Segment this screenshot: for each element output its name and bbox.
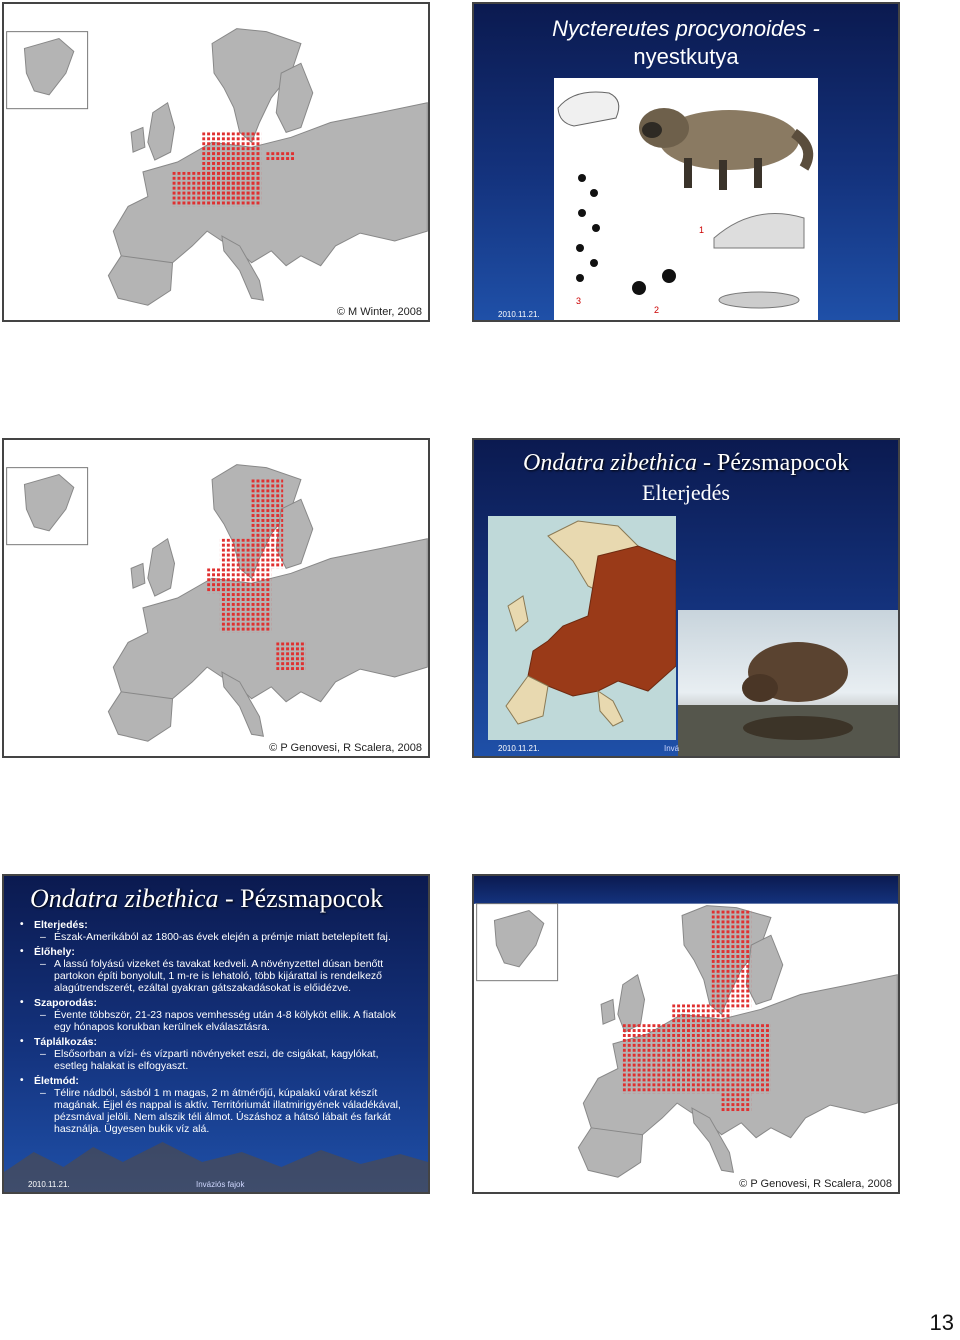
map-credit: © P Genovesi, R Scalera, 2008 <box>269 742 422 754</box>
slide-5-ondatra-text <box>2 874 430 1194</box>
section-text: – A lassú folyású vizeket és tavakat kedveli. A növényzettel dúsan benőtt partokon építi bonyolult, 1 m-re is lehatoló, több kijárattal is rendelkező alagútrendszerét, ezáltal gyakran gátszakadásokat is előidézve. <box>28 958 408 994</box>
track-label-2: 2 <box>654 305 660 315</box>
page-number: 13 <box>929 1310 954 1335</box>
species-common-name: - Pézsmapocok <box>218 884 384 913</box>
slide-subtitle: Elterjedés <box>642 480 730 505</box>
species-latin-name: Ondatra zibethica <box>523 450 698 476</box>
bullet-list <box>28 916 408 1135</box>
slide-3-map <box>2 438 430 758</box>
species-common-name: - Pézsmapocok <box>697 450 849 476</box>
slide-date: 2010.11.21. <box>498 744 540 753</box>
raccoon-dog-illustration-panel <box>554 78 818 322</box>
species-latin-name: Ondatra zibethica <box>30 884 219 913</box>
section-text: – Elsősorban a vízi- és vízparti növényeket eszi, de csigákat, kagylókat, esetleg halakat is elfogyaszt. <box>28 1048 408 1072</box>
slide-footer: Inváziós fajok <box>196 1180 245 1189</box>
europe-map-6 <box>474 876 898 1192</box>
map-credit: © M Winter, 2008 <box>336 306 422 318</box>
track-label-1: 1 <box>699 225 705 235</box>
track-label-3: 3 <box>576 296 582 306</box>
slide-date: 2010.11.21. <box>28 1180 70 1189</box>
slide-1-map <box>2 2 430 322</box>
section-heading: • Táplálkozás: <box>28 1036 408 1048</box>
slide-title <box>30 884 383 914</box>
slide-title-line-1: Nyctereutes procyonoides - <box>552 16 820 41</box>
europe-map-3 <box>4 440 428 756</box>
section-text: – Évente többször, 21-23 napos vemhesség után 4-8 kölyköt ellik. A fiatalok egy hónapos korukban kerülnek elválasztásra. <box>28 1009 408 1033</box>
slide-footer: Invá <box>664 744 680 753</box>
section-heading: • Élőhely: <box>28 946 408 958</box>
raccoon-dog-illustration <box>554 78 818 322</box>
slide-4-ondatra-distribution <box>472 438 900 758</box>
section-text: – Észak-Amerikából az 1800-as évek elején a prémje miatt betelepített faj. <box>28 931 408 943</box>
section-heading: • Elterjedés: <box>28 919 408 931</box>
europe-map-1 <box>4 4 428 320</box>
muskrat-photo <box>678 610 900 758</box>
section-heading: • Életmód: <box>28 1075 408 1087</box>
map-credit: © P Genovesi, R Scalera, 2008 <box>739 1178 892 1190</box>
slide-6-map <box>472 874 900 1194</box>
slide-title <box>474 450 898 477</box>
slide-2-nyctereutes <box>472 2 900 322</box>
section-text: – Télire nádból, sásból 1 m magas, 2 m átmérőjű, kúpalakú várat készít magának. Éjjel és nappal is aktív. Territóriumát illatmirigyének váladékával, pézsmával jelöli. Nem alszik téli álmot. Úszáshoz a hátsó lábait és farkát használja. Ügyesen bukik víz alá. <box>28 1087 408 1135</box>
slide-title-line-2: nyestkutya <box>633 44 739 69</box>
section-heading: • Szaporodás: <box>28 997 408 1009</box>
slide-date: 2010.11.21. <box>498 310 540 319</box>
muskrat-range-map <box>488 516 676 740</box>
